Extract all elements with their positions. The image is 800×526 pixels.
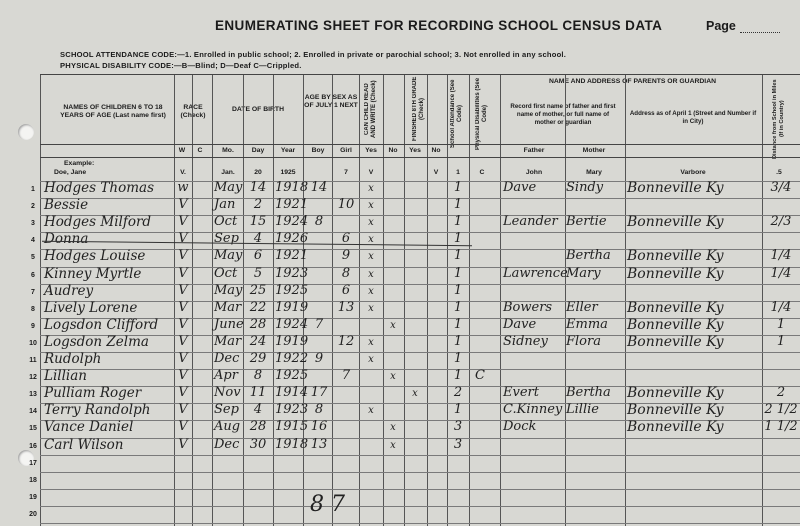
cell-addr: Bonneville Ky <box>627 316 724 333</box>
cell-race: V <box>178 299 188 315</box>
example-day: 20 <box>254 169 262 176</box>
cell-mother: Bertha <box>566 385 611 401</box>
cell-day: 15 <box>249 214 267 230</box>
cell-mo: Oct <box>214 265 238 281</box>
cell-addr: Bonneville Ky <box>627 299 724 316</box>
cell-mo: Mar <box>214 299 242 315</box>
subheader-day: Day <box>251 147 265 154</box>
cell-att: 1 <box>453 402 463 418</box>
row-number: 20 <box>29 510 37 518</box>
cell-day: 6 <box>253 248 263 264</box>
row-number: 14 <box>29 408 37 416</box>
cell-name: Donna <box>44 231 89 248</box>
cell-yes: x <box>368 354 374 365</box>
header-rule <box>40 144 800 145</box>
header-rule <box>40 74 800 75</box>
column-header-parents: NAME AND ADDRESS OF PARENTS OR GUARDIAN <box>548 78 717 85</box>
cell-att: 1 <box>453 197 463 213</box>
cell-race: V <box>178 265 188 281</box>
cell-year: 1921 <box>275 197 309 213</box>
cell-addr: Bonneville Ky <box>627 248 724 265</box>
row-rule <box>40 523 800 524</box>
cell-mother: Sindy <box>566 180 604 195</box>
row-number: 15 <box>29 425 37 433</box>
cell-mo: Aug <box>214 419 241 435</box>
cell-att: 2 <box>453 385 463 401</box>
cell-mo: Sep <box>214 231 239 247</box>
cell-girl: 6 <box>341 282 351 298</box>
example-mother: Mary <box>586 169 602 176</box>
example-race: V. <box>180 169 186 176</box>
cell-race: V <box>178 231 188 247</box>
column-header-distance: Distance from School in Miles (If in Country) <box>772 79 785 159</box>
cell-att: 1 <box>453 265 463 281</box>
cell-boy: 8 <box>314 402 324 418</box>
disability-code-legend: PHYSICAL DISABILITY CODE:—B—Blind; D—Deaf C—Crippled. <box>60 61 302 70</box>
cell-addr: Bonneville Ky <box>627 180 724 196</box>
cell-girl: 9 <box>341 248 351 264</box>
cell-mother: Lillie <box>566 402 599 418</box>
cell-father: Dock <box>503 419 537 435</box>
cell-name: Carl Wilson <box>44 436 124 453</box>
example-disability: C <box>479 169 485 176</box>
example-name: Doe, Jane <box>54 169 87 176</box>
cell-addr: Bonneville Ky <box>627 333 724 350</box>
cell-day: 8 <box>253 368 263 384</box>
cell-father: Sidney <box>503 333 548 349</box>
cell-no: x <box>390 371 396 383</box>
cell-mo: Dec <box>214 351 240 366</box>
cell-year: 1918 <box>275 180 309 195</box>
cell-boy: 8 <box>314 214 324 230</box>
row-number: 8 <box>31 305 35 313</box>
example-label: Example: <box>64 160 95 167</box>
cell-dist: 1 1/2 <box>764 419 798 435</box>
row-number: 12 <box>29 374 37 382</box>
row-number: 11 <box>29 357 37 364</box>
cell-mother: Emma <box>566 316 608 332</box>
cell-race: V <box>178 333 188 349</box>
cell-day: 4 <box>253 402 263 418</box>
cell-day: 29 <box>249 351 267 366</box>
subheader-boy: Boy <box>311 147 325 154</box>
cell-boy: 9 <box>314 351 324 366</box>
cell-mo: June <box>214 316 244 332</box>
subheader-no2: No <box>431 147 441 154</box>
cell-name: Hodges Milford <box>44 214 152 231</box>
cell-day: 2 <box>253 197 263 213</box>
cell-mo: May <box>214 282 243 298</box>
row-number: 16 <box>29 442 37 450</box>
row-number: 19 <box>29 493 37 501</box>
cell-att: 3 <box>453 419 463 435</box>
cell-dist: 1/4 <box>770 265 792 281</box>
row-number: 1 <box>31 186 35 193</box>
cell-father: Lawrence <box>503 265 568 281</box>
cell-att: 1 <box>453 248 463 264</box>
row-rule <box>40 506 800 507</box>
cell-girl: 10 <box>337 197 355 213</box>
cell-mo: May <box>214 248 243 264</box>
row-rule <box>40 489 800 490</box>
cell-mo: Apr <box>214 368 238 384</box>
cell-year: 1924 <box>275 316 309 332</box>
punch-hole <box>18 124 34 140</box>
cell-att: 1 <box>453 316 463 332</box>
cell-addr: Bonneville Ky <box>627 385 724 402</box>
column-header-address: Address as of April 1 (Street and Number if in City) <box>629 110 757 125</box>
cell-day: 24 <box>249 333 267 349</box>
cell-yes: x <box>368 285 374 297</box>
cell-boy: 16 <box>310 419 328 435</box>
row-number: 6 <box>31 271 35 279</box>
cell-race: V <box>178 419 188 435</box>
cell-yes: x <box>368 183 374 194</box>
subheader-no: No <box>388 147 398 154</box>
column-header-record-first: Record first name of father and first name of mother, or full name of mother or guardian <box>510 103 616 126</box>
cell-father: C.Kinney <box>503 402 563 418</box>
example-month: Jan. <box>221 169 235 176</box>
cell-att: 1 <box>453 214 463 230</box>
cell-dis: C <box>475 368 485 384</box>
cell-year: 1923 <box>275 265 309 281</box>
cell-father: Dave <box>503 180 537 195</box>
example-age: 7 <box>344 169 348 176</box>
cell-year: 1915 <box>275 419 309 435</box>
cell-year: 1922 <box>275 351 309 366</box>
cell-dist: 1/4 <box>770 248 792 264</box>
cell-yes: x <box>368 217 374 229</box>
example-address: Varbore <box>680 169 706 176</box>
cell-race: V <box>178 214 188 230</box>
row-number: 5 <box>31 254 35 262</box>
cell-att: 1 <box>453 299 463 315</box>
row-number: 13 <box>29 391 37 399</box>
cell-mo: Dec <box>214 436 240 452</box>
cell-addr: Bonneville Ky <box>627 402 724 419</box>
column-header-finished: FINISHED 8TH GRADE (Check) <box>412 76 425 142</box>
row-number: 9 <box>31 322 35 330</box>
footer-total: 8 7 <box>310 492 345 517</box>
column-header-dob: DATE OF BIRTH <box>232 106 284 113</box>
cell-name: Bessie <box>44 197 89 214</box>
column-header-age: AGE BY SEX AS OF JULY 1 NEXT <box>304 94 358 109</box>
cell-father: Dave <box>503 316 537 332</box>
cell-day: 14 <box>249 180 267 195</box>
cell-day: 28 <box>249 316 267 332</box>
subheader-mother: Mother <box>582 147 606 154</box>
cell-father: Evert <box>503 385 539 401</box>
cell-name: Lillian <box>44 368 87 385</box>
cell-father: Leander <box>503 214 558 230</box>
cell-dist: 1 <box>776 333 786 349</box>
subheader-yes: Yes <box>365 147 377 154</box>
cell-fyes: x <box>412 388 418 400</box>
cell-year: 1919 <box>275 299 309 315</box>
cell-name: Logsdon Clifford <box>44 316 159 333</box>
cell-girl: 8 <box>341 265 351 281</box>
cell-addr: Bonneville Ky <box>627 214 724 231</box>
cell-yes: x <box>368 251 374 263</box>
cell-yes: x <box>368 268 374 280</box>
cell-no: x <box>390 319 396 331</box>
sheet-title: ENUMERATING SHEET FOR RECORDING SCHOOL CENSUS DATA <box>215 18 663 33</box>
cell-race: V <box>178 316 188 332</box>
cell-yes: x <box>368 234 374 246</box>
cell-year: 1926 <box>275 231 309 247</box>
cell-year: 1924 <box>275 214 309 230</box>
cell-name: Pulliam Roger <box>44 385 142 402</box>
cell-mother: Eller <box>566 299 598 315</box>
cell-race: V <box>178 351 188 366</box>
row-number: 18 <box>29 476 37 484</box>
cell-father: Bowers <box>503 299 553 315</box>
row-number: 17 <box>29 459 37 467</box>
cell-race: w <box>177 180 189 195</box>
cell-day: 30 <box>249 436 267 452</box>
cell-att: 3 <box>453 436 463 452</box>
cell-no: x <box>390 422 396 434</box>
cell-addr: Bonneville Ky <box>627 265 724 282</box>
column-header-race: RACE (Check) <box>180 104 206 119</box>
cell-race: V <box>178 282 188 298</box>
cell-girl: 12 <box>337 333 355 349</box>
cell-race: V <box>178 368 188 384</box>
subheader-yes2: Yes <box>409 147 421 154</box>
cell-boy: 17 <box>310 385 328 401</box>
cell-mother: Bertie <box>566 214 607 230</box>
cell-yes: x <box>368 405 374 417</box>
cell-yes: x <box>368 336 374 348</box>
subheader-w: W <box>178 147 186 154</box>
cell-year: 1925 <box>275 368 309 384</box>
cell-mo: Jan <box>214 197 236 213</box>
page-label: Page <box>706 19 736 33</box>
cell-day: 22 <box>249 299 267 315</box>
row-rule <box>40 472 800 473</box>
cell-boy: 13 <box>310 436 328 452</box>
cell-race: V <box>178 248 188 264</box>
cell-name: Rudolph <box>44 351 102 367</box>
example-father: John <box>525 169 543 176</box>
cell-race: V <box>178 385 188 401</box>
column-header-attendance: School Attendance (See Code) <box>450 79 463 149</box>
cell-dist: 1 <box>776 316 786 332</box>
cell-name: Hodges Thomas <box>44 180 154 196</box>
subheader-year: Year <box>280 147 296 154</box>
cell-year: 1918 <box>275 436 309 452</box>
cell-mo: Oct <box>214 214 238 230</box>
cell-mo: Nov <box>214 385 241 401</box>
cell-day: 4 <box>253 231 263 247</box>
cell-girl: 7 <box>341 368 351 384</box>
cell-year: 1921 <box>275 248 309 264</box>
cell-girl: 13 <box>337 299 355 315</box>
header-rule <box>40 157 800 158</box>
cell-mother: Flora <box>566 333 601 349</box>
cell-day: 28 <box>249 419 267 435</box>
cell-race: V <box>178 197 188 213</box>
cell-name: Terry Randolph <box>44 402 151 419</box>
page-number-line <box>740 32 780 33</box>
cell-att: 1 <box>453 333 463 349</box>
row-number: 2 <box>31 203 35 211</box>
cell-dist: 2 1/2 <box>764 402 798 418</box>
cell-year: 1919 <box>275 333 309 349</box>
cell-mother: Mary <box>566 265 601 281</box>
cell-mo: Mar <box>214 333 242 349</box>
cell-race: V <box>178 402 188 418</box>
row-number: 7 <box>31 288 35 296</box>
cell-mo: Sep <box>214 402 239 418</box>
attendance-code-legend: SCHOOL ATTENDANCE CODE:—1. Enrolled in public school; 2. Enrolled in private or parochial school; 3. Not enrolled in any school. <box>60 50 567 59</box>
cell-dist: 2/3 <box>770 214 792 230</box>
subheader-father: Father <box>523 147 545 154</box>
cell-yes: x <box>368 302 374 314</box>
cell-no: x <box>390 439 396 451</box>
example-read-write: V <box>368 169 374 176</box>
cell-girl: 6 <box>341 231 351 247</box>
example-finished: V <box>433 169 439 176</box>
cell-name: Lively Lorene <box>44 299 138 316</box>
cell-yes: x <box>368 200 374 212</box>
cell-dist: 1/4 <box>770 299 792 315</box>
cell-boy: 14 <box>310 180 328 195</box>
cell-day: 11 <box>249 385 267 401</box>
cell-dist: 2 <box>776 385 786 401</box>
cell-name: Logsdon Zelma <box>44 333 149 350</box>
row-number: 4 <box>31 237 35 245</box>
cell-day: 5 <box>253 265 263 281</box>
cell-name: Audrey <box>44 282 94 299</box>
cell-year: 1923 <box>275 402 309 418</box>
cell-year: 1925 <box>275 282 309 298</box>
cell-att: 1 <box>453 368 463 384</box>
column-header-names: NAMES OF CHILDREN 6 TO 18 YEARS OF AGE (Last name first) <box>60 104 166 119</box>
cell-mo: May <box>214 180 243 195</box>
cell-race: V <box>178 436 188 452</box>
row-number: 10 <box>29 339 37 347</box>
cell-dist: 3/4 <box>770 180 792 195</box>
column-header-disability: Physical Disabilities (See Code) <box>475 77 488 151</box>
cell-att: 1 <box>453 282 463 298</box>
cell-att: 1 <box>453 180 463 195</box>
subheader-c: C <box>197 147 203 154</box>
row-rule <box>40 455 800 456</box>
cell-boy: 7 <box>314 316 324 332</box>
example-year: 1925 <box>280 169 296 176</box>
cell-att: 1 <box>453 351 463 366</box>
cell-day: 25 <box>249 282 267 298</box>
cell-mother: Bertha <box>566 248 611 264</box>
cell-name: Kinney Myrtle <box>44 265 142 282</box>
example-attendance: 1 <box>456 169 460 176</box>
example-distance: .5 <box>776 169 782 176</box>
cell-name: Hodges Louise <box>44 248 146 265</box>
cell-att: 1 <box>453 231 463 247</box>
cell-name: Vance Daniel <box>44 419 134 436</box>
subheader-girl: Girl <box>340 147 352 154</box>
subheader-mo: Mo. <box>222 147 234 154</box>
column-header-read-write: CAN CHILD READ AND WRITE (Check) <box>364 80 377 138</box>
cell-addr: Bonneville Ky <box>627 419 724 436</box>
cell-year: 1914 <box>275 385 309 401</box>
row-number: 3 <box>31 220 35 228</box>
